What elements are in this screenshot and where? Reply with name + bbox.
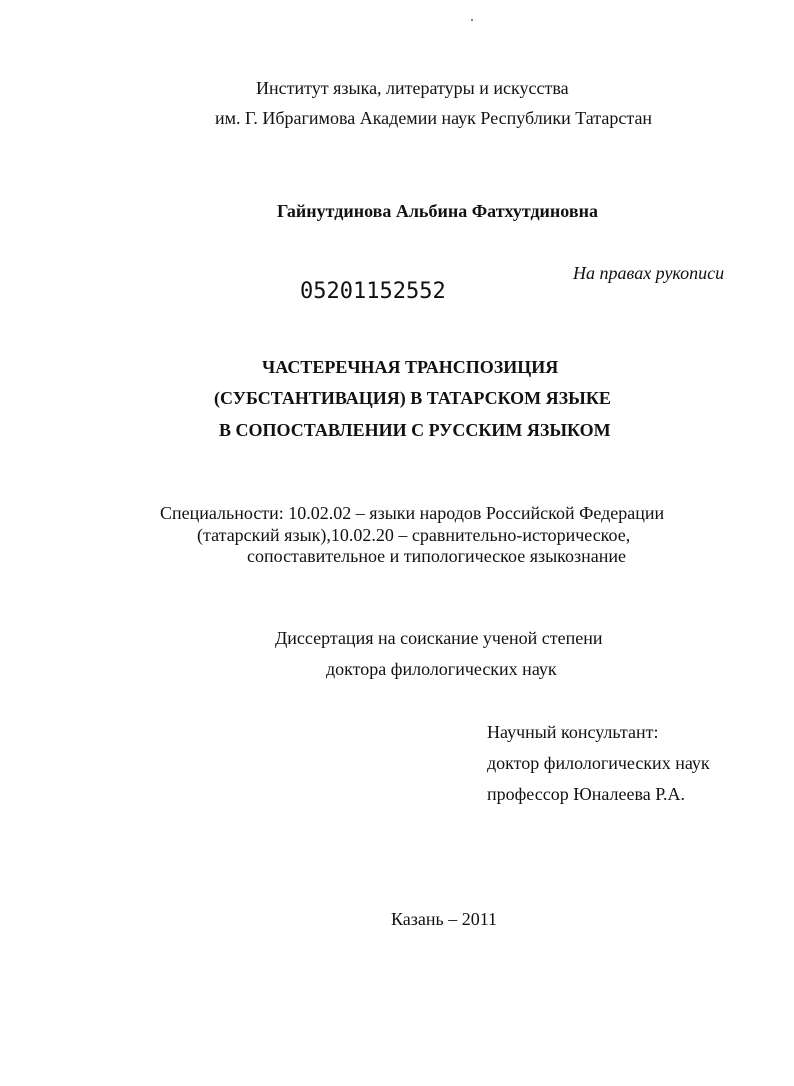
manuscript-note: На правах рукописи bbox=[573, 263, 725, 283]
specialties-line-1: Специальности: 10.02.02 – языки народов Российской Федерации bbox=[160, 503, 665, 523]
title-line-1: ЧАСТЕРЕЧНАЯ ТРАНСПОЗИЦИЯ bbox=[262, 357, 559, 377]
institution-line-1: Институт языка, литературы и искусства bbox=[256, 78, 569, 98]
place-year: Казань – 2011 bbox=[391, 909, 498, 929]
consultant-degree: доктор филологических наук bbox=[487, 753, 710, 773]
author-name: Гайнутдинова Альбина Фатхутдиновна bbox=[277, 201, 598, 221]
title-line-3: В СОПОСТАВЛЕНИИ С РУССКИМ ЯЗЫКОМ bbox=[219, 420, 611, 440]
registry-number-stamp: 05201152552 bbox=[300, 279, 446, 304]
dissertation-line-2: доктора филологических наук bbox=[326, 659, 557, 679]
specialties-line-3: сопоставительное и типологическое языкознание bbox=[247, 546, 627, 566]
specialties-line-2: (татарский язык),10.02.20 – сравнительно-историческое, bbox=[197, 525, 631, 545]
institution-line-2: им. Г. Ибрагимова Академии наук Республики Татарстан bbox=[215, 108, 653, 128]
consultant-heading: Научный консультант: bbox=[487, 722, 659, 742]
title-line-2: (СУБСТАНТИВАЦИЯ) В ТАТАРСКОМ ЯЗЫКЕ bbox=[214, 388, 611, 408]
consultant-name: профессор Юналеева Р.А. bbox=[487, 784, 685, 804]
scan-speck bbox=[471, 19, 473, 21]
dissertation-line-1: Диссертация на соискание ученой степени bbox=[275, 628, 603, 648]
